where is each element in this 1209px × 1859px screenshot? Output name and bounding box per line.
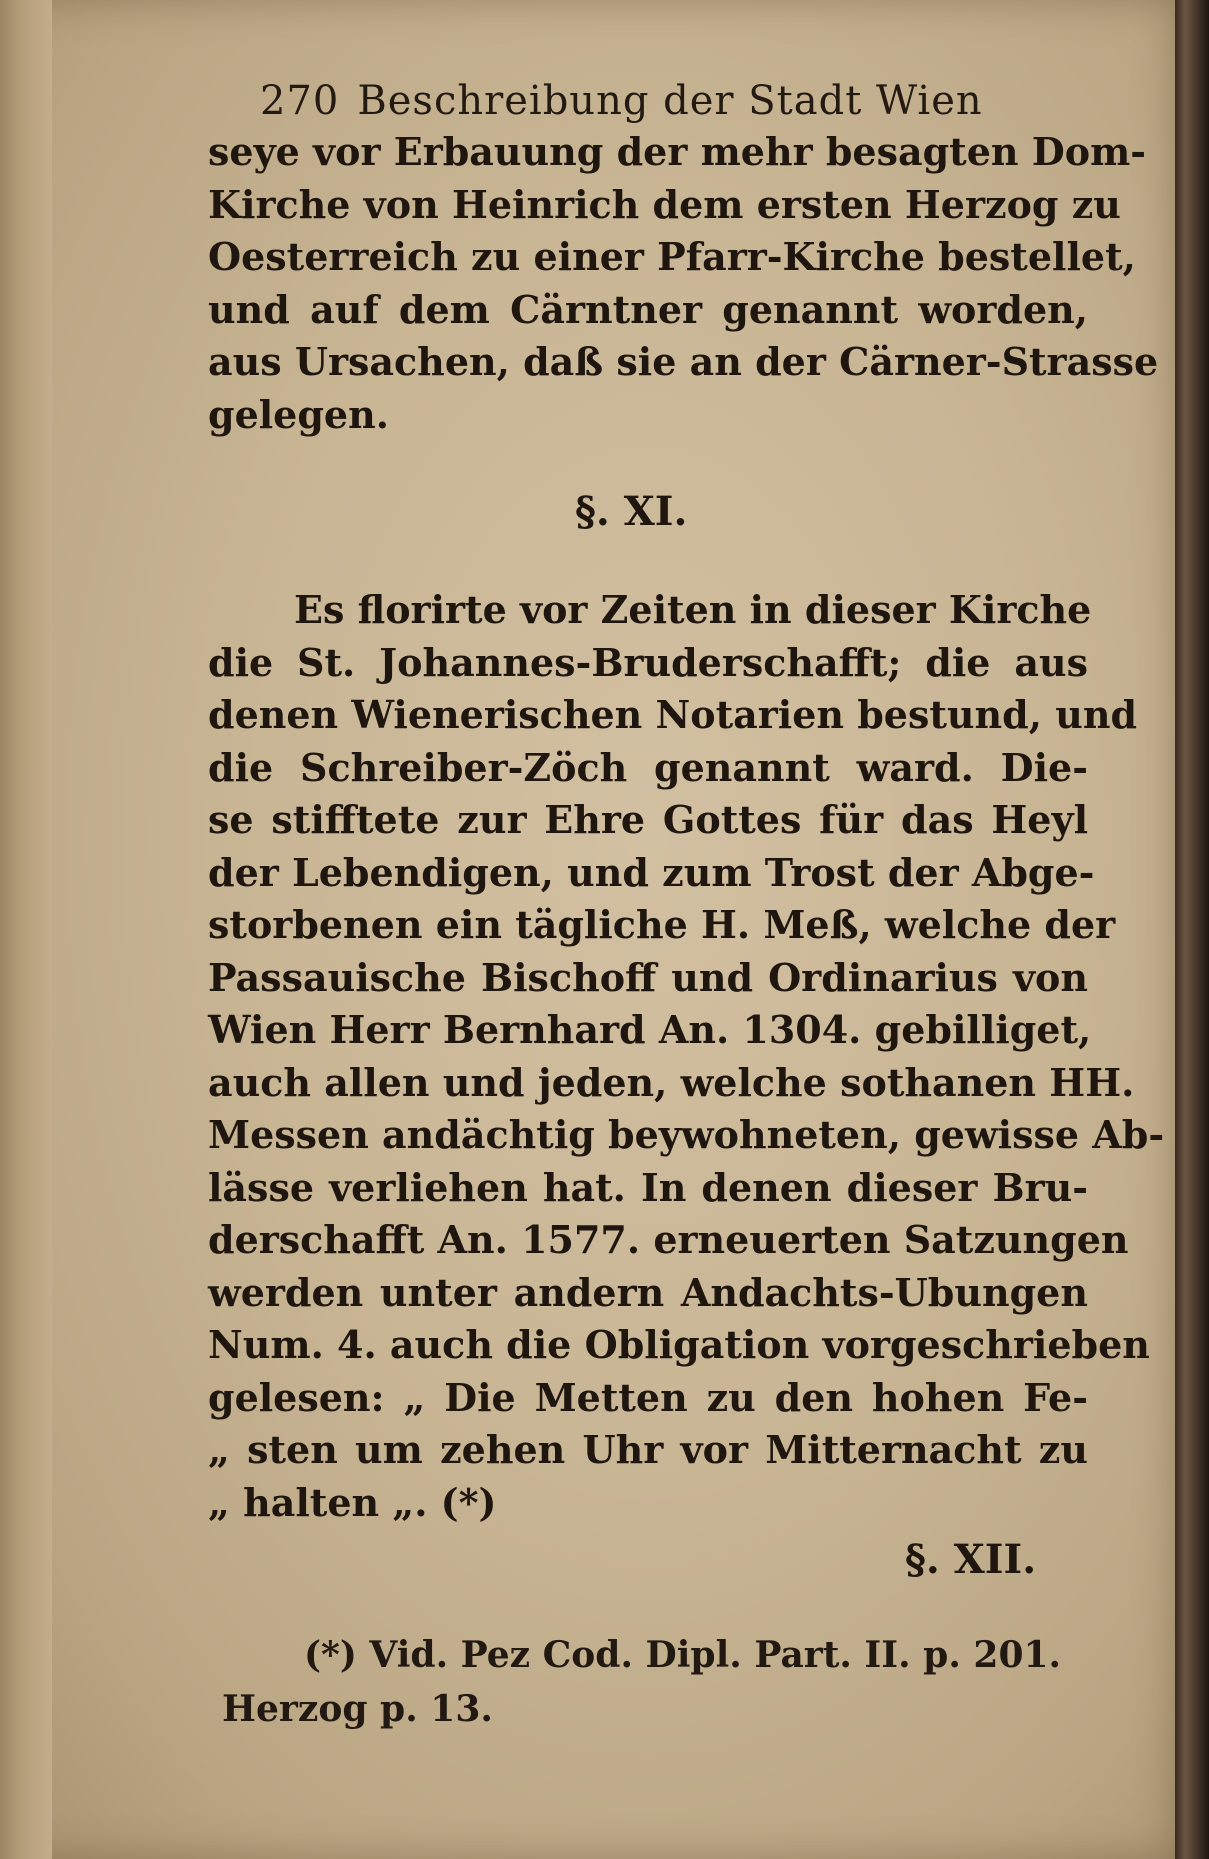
running-title: Beschreibung der Stadt Wien (357, 78, 983, 124)
text-line: die St. Johannes-Bruderschafft; die aus (208, 639, 1088, 685)
continuation-paragraph (208, 126, 1159, 441)
text-line: gelesen: „ Die Metten zu den hohen Fe- (208, 1374, 1088, 1420)
footnote-line: (*) Vid. Pez Cod. Dipl. Part. II. p. 201. (304, 1634, 1062, 1676)
text-line: Passauische Bischoff und Ordinarius von (208, 954, 1088, 1000)
text-line: Oesterreich zu einer Pfarr-Kirche bestellet, (208, 234, 1136, 279)
text-line: „ sten um zehen Uhr vor Mitternacht zu (208, 1427, 1088, 1472)
text-line: Kirche von Heinrich dem ersten Herzog zu (208, 181, 1121, 227)
text-line: und auf dem Cärntner genannt worden, (208, 286, 1088, 332)
text-line: der Lebendigen, und zum Trost der Abge- (208, 849, 1095, 895)
book-edge (1175, 0, 1209, 1859)
section-heading-xi: §. XI. (575, 488, 688, 535)
text-line: werden unter andern Andachts-Ubungen (208, 1269, 1088, 1315)
running-header (260, 78, 1020, 124)
text-line: storbenen ein tägliche H. Meß, welche der (208, 902, 1116, 947)
text-line: seye vor Erbauung der mehr besagten Dom- (208, 129, 1147, 174)
page-number: 270 (260, 78, 340, 124)
footnote (222, 1628, 1092, 1736)
text-line: aus Ursachen, daß sie an der Cärner-Strasse (208, 339, 1159, 384)
text-line: Num. 4. auch die Obligation vorgeschrieben (208, 1322, 1150, 1367)
text-line: Wien Herr Bernhard An. 1304. gebilliget, (208, 1007, 1092, 1052)
text-line: die Schreiber-Zöch genannt ward. Die- (208, 744, 1088, 790)
text-line: Es florirte vor Zeiten in dieser Kirche (294, 587, 1092, 632)
text-line: se stifftete zur Ehre Gottes für das Heyl (208, 797, 1088, 842)
text-line: lässe verliehen hat. In denen dieser Bru- (208, 1164, 1088, 1210)
page-gutter (0, 0, 52, 1859)
section-xi-paragraph (208, 584, 1165, 1529)
footnote-line: Herzog p. 13. (222, 1688, 493, 1730)
text-line: „ halten „. (*) (208, 1479, 497, 1525)
text-line: auch allen und jeden, welche sothanen HH. (208, 1059, 1135, 1105)
text-line: gelegen. (208, 391, 389, 437)
text-line: denen Wienerischen Notarien bestund, und (208, 692, 1138, 737)
text-line: derschafft An. 1577. erneuerten Satzungen (208, 1217, 1129, 1262)
catchword: §. XII. (905, 1536, 1037, 1583)
text-line: Messen andächtig beywohneten, gewisse Ab- (208, 1112, 1165, 1157)
